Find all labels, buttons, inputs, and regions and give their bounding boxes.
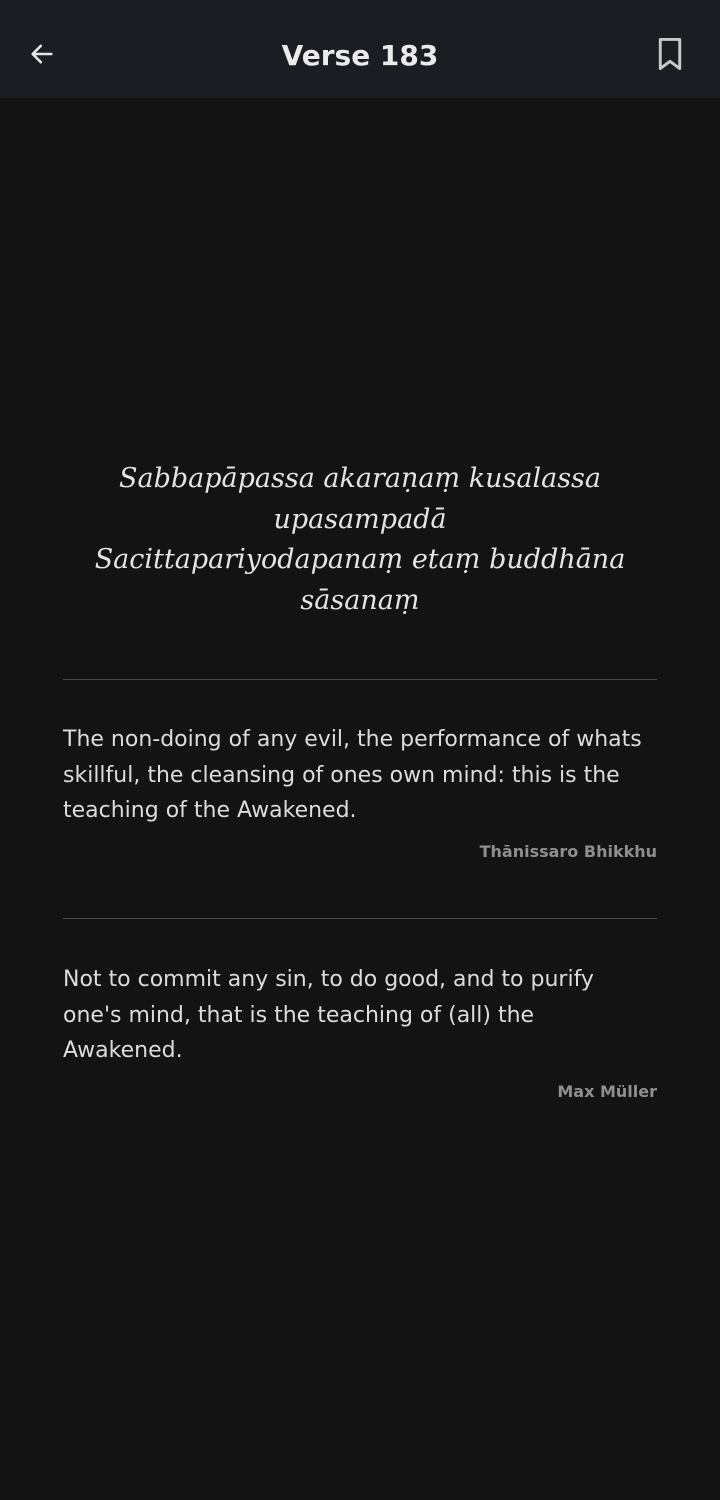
divider: [63, 918, 657, 919]
pali-verse-line: upasampadā: [273, 503, 447, 535]
bookmark-button[interactable]: [650, 36, 690, 76]
translator-name: Thānissaro Bhikkhu: [479, 841, 657, 861]
arrow-left-icon: [28, 40, 56, 73]
pali-verse-line: sāsanaṃ: [300, 584, 420, 616]
page-title: Verse 183: [281, 39, 439, 72]
translation-card: [63, 962, 657, 1103]
pali-verse-line: Sacittapariyodapanaṃ etaṃ buddhāna: [94, 544, 626, 575]
bookmark-outline-icon: [655, 37, 685, 76]
translation-card: [63, 722, 657, 863]
translation-text: Not to commit any sin, to do good, and to purify one's mind, that is the teaching of (all) the Awakened.: [63, 967, 594, 1063]
translation-text: The non-doing of any evil, the performance of whats skillful, the cleansing of ones own mind: this is the teaching of the Awakened.: [63, 727, 642, 823]
divider: [63, 679, 657, 680]
translator-name: Max Müller: [557, 1081, 657, 1101]
pali-verse: [63, 459, 657, 621]
pali-verse-line: Sabbapāpassa akaraṇaṃ kusalassa: [118, 463, 602, 494]
top-app-bar: [0, 0, 720, 98]
back-button[interactable]: [22, 36, 62, 76]
